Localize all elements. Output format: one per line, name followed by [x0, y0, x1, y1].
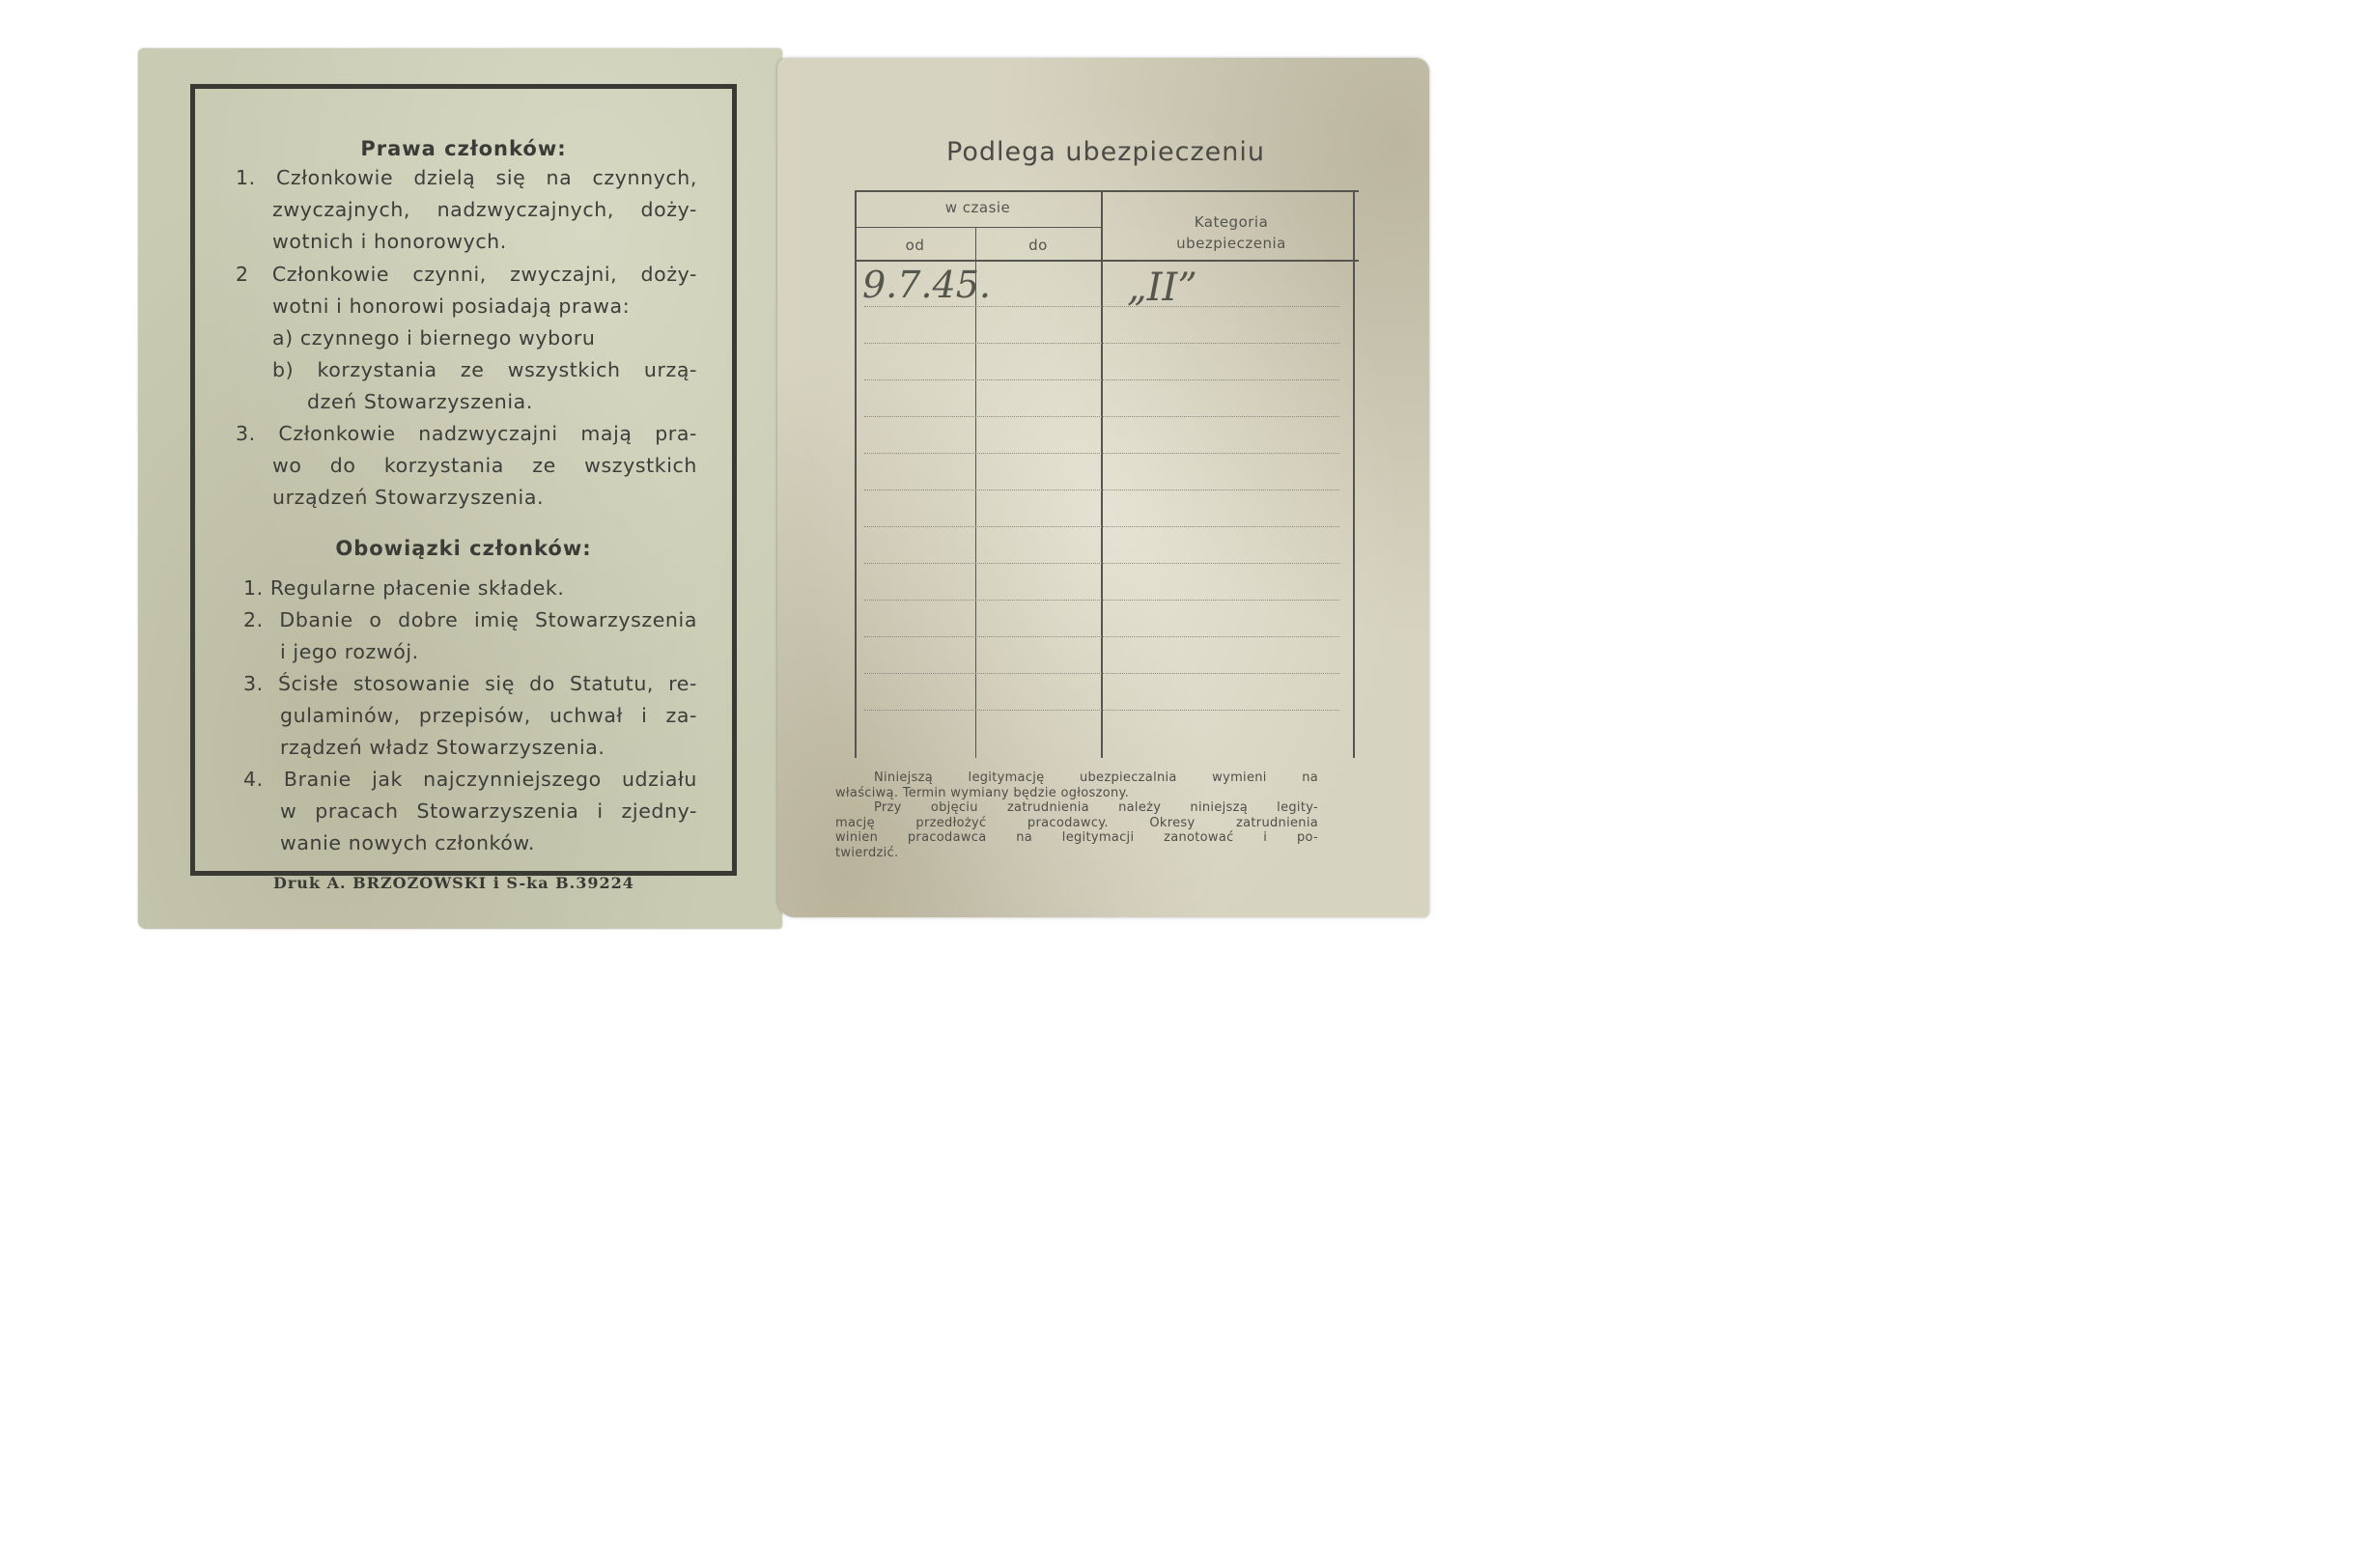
rights-title: Prawa członków: [360, 137, 567, 160]
from-header: od [905, 237, 925, 254]
rights-line: 1. Członkowie dzielą się na czynnych, [236, 166, 697, 189]
to-header: do [1028, 237, 1048, 254]
printer-imprint: Druk A. BRZOZOWSKI i S-ka B.39224 [273, 874, 634, 892]
rights-line: a) czynnego i biernego wyboru [272, 326, 596, 350]
rights-line: 3. Członkowie nadzwyczajni mają pra- [236, 422, 697, 445]
rights-line: wotnich i honorowych. [272, 230, 507, 253]
rights-line: dzeń Stowarzyszenia. [307, 390, 533, 413]
left-page [138, 48, 782, 929]
duties-line: 2. Dbanie o dobre imię Stowarzyszenia [243, 608, 697, 631]
duties-line: w pracach Stowarzyszenia i zjedny- [280, 799, 697, 823]
duties-title: Obowiązki członków: [335, 537, 592, 560]
right-page [777, 58, 1429, 917]
rights-line: b) korzystania ze wszystkich urzą- [272, 358, 697, 381]
from-date-handwritten: 9.7.45. [862, 264, 991, 306]
category-header: Kategoria ubezpieczenia [1176, 213, 1286, 252]
note-line: winien pracodawca na legitymacji zanotować i po- [835, 830, 1318, 845]
rights-line: urządzeń Stowarzyszenia. [272, 486, 545, 509]
rules-frame [190, 84, 737, 876]
duties-line: 1. Regularne płacenie składek. [243, 576, 565, 600]
rights-line: zwyczajnych, nadzwyczajnych, doży- [272, 198, 697, 221]
period-header: w czasie [944, 199, 1011, 216]
insurance-title: Podlega ubezpieczeniu [946, 137, 1265, 167]
duties-line: 3. Ścisłe stosowanie się do Statutu, re- [243, 672, 697, 695]
duties-line: 4. Branie jak najczynniejszego udziału [243, 768, 697, 791]
category-handwritten: „II” [1127, 266, 1197, 310]
note-line: Niniejszą legitymację ubezpieczalnia wymieni na [874, 770, 1318, 785]
duties-line: gulaminów, przepisów, uchwał i za- [280, 704, 697, 727]
insurance-table [855, 190, 1359, 758]
insurance-note [835, 770, 1318, 860]
rights-line: 2 Członkowie czynni, zwyczajni, doży- [236, 263, 697, 286]
note-line: twierdzić. [835, 845, 899, 860]
duties-line: wanie nowych członków. [280, 831, 536, 854]
rights-line: wotni i honorowi posiadają prawa: [272, 294, 631, 318]
note-line: Przy objęciu zatrudnienia należy niniejszą legity- [874, 800, 1318, 815]
duties-line: rządzeń władz Stowarzyszenia. [280, 736, 605, 759]
note-line: mację przedłożyć pracodawcy. Okresy zatrudnienia [835, 815, 1318, 830]
rights-line: wo do korzystania ze wszystkich [272, 454, 697, 477]
duties-line: i jego rozwój. [280, 640, 419, 663]
note-line: właściwą. Termin wymiany będzie ogłoszony. [835, 785, 1130, 800]
